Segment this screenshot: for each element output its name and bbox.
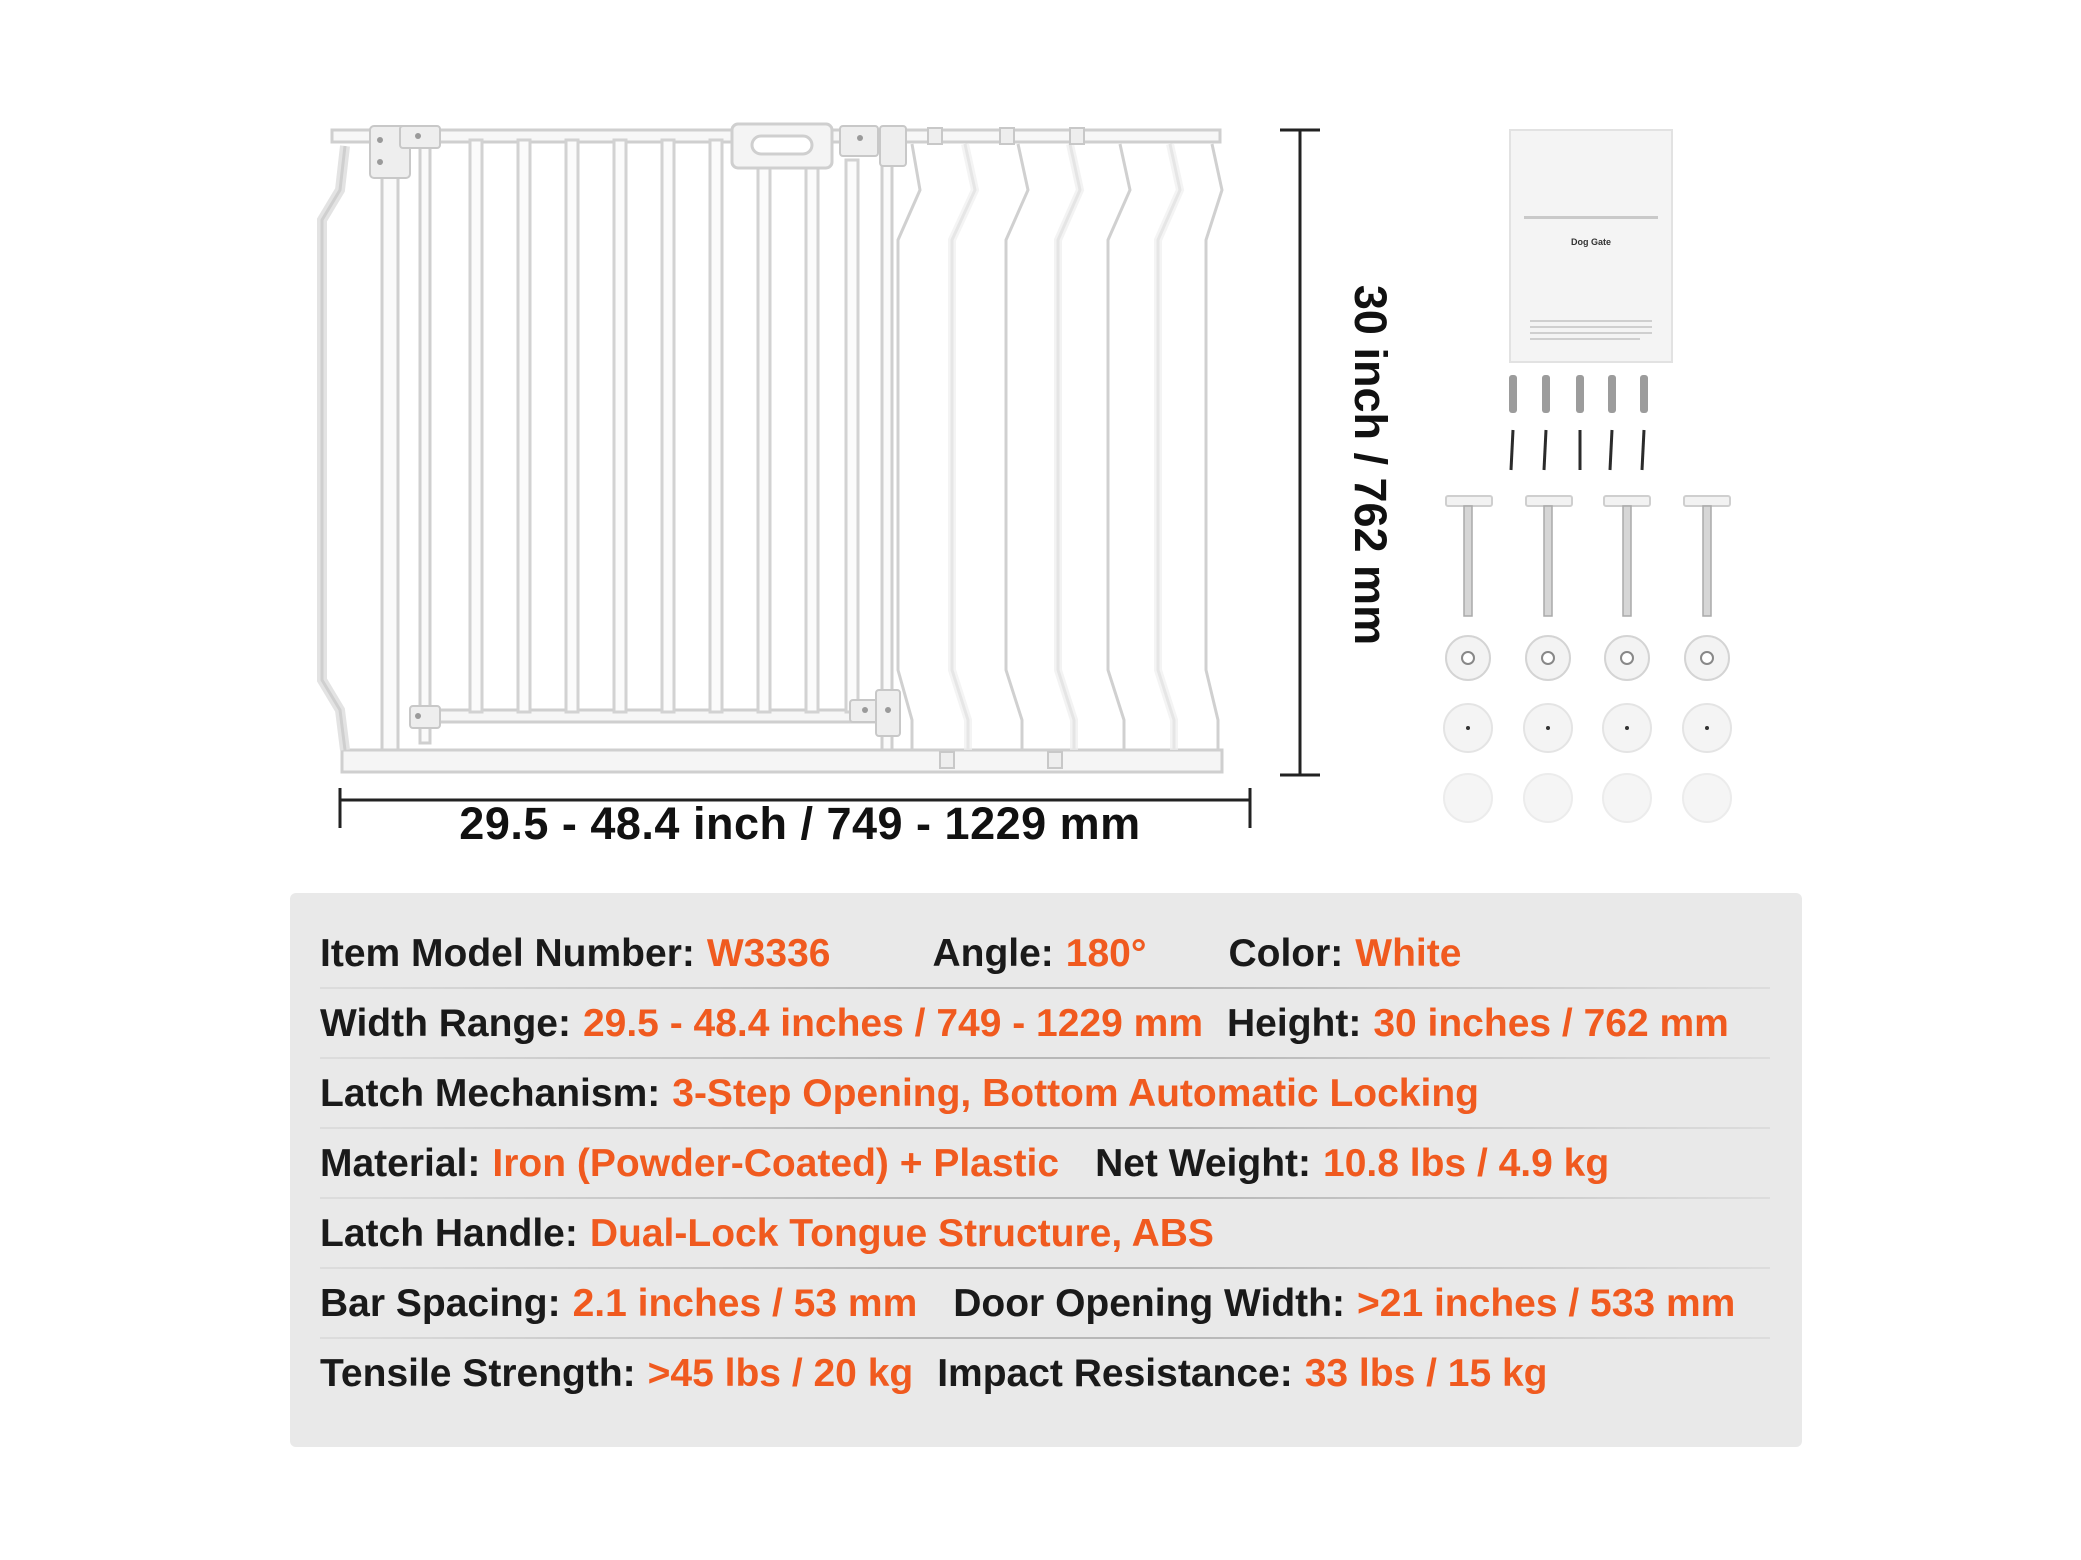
latch-mechanism-label: Latch Mechanism:: [320, 1072, 661, 1115]
latch-handle-label: Latch Handle:: [320, 1212, 578, 1255]
width-range-label: Width Range:: [320, 1002, 571, 1045]
angle-value: 180°: [1065, 932, 1147, 975]
bar-spacing-value: 2.1 inches / 53 mm: [572, 1282, 918, 1325]
color-label: Color:: [1228, 932, 1344, 975]
color-value: White: [1355, 932, 1462, 975]
adhesive-cups-icon: [1444, 774, 1731, 822]
spec-panel: [290, 893, 1802, 1447]
spec-row-material: [320, 1129, 1770, 1199]
bar-spacing-label: Bar Spacing:: [320, 1282, 561, 1325]
latch-handle-value: Dual-Lock Tongue Structure, ABS: [589, 1212, 1214, 1255]
lock-nuts-icon: [1446, 636, 1729, 680]
spec-row-strength: [320, 1339, 1770, 1409]
door-width-value: >21 inches / 533 mm: [1356, 1282, 1736, 1325]
model-value: W3336: [706, 932, 831, 975]
impact-resistance-value: 33 lbs / 15 kg: [1304, 1352, 1548, 1395]
height-value: 30 inches / 762 mm: [1373, 1002, 1729, 1045]
spec-row-model: [320, 919, 1770, 989]
wall-pads-icon: [1444, 704, 1731, 752]
gate-illustration: [300, 110, 1380, 890]
spindles-icon: [1446, 496, 1730, 616]
material-value: Iron (Powder-Coated) + Plastic: [492, 1142, 1060, 1185]
spec-row-bar-spacing: [320, 1269, 1770, 1339]
tensile-strength-value: >45 lbs / 20 kg: [647, 1352, 914, 1395]
net-weight-value: 10.8 lbs / 4.9 kg: [1323, 1142, 1610, 1185]
height-dimension-label: [1340, 275, 1400, 655]
material-label: Material:: [320, 1142, 481, 1185]
spec-row-latch-handle: [320, 1199, 1770, 1269]
width-dimension-label: 29.5 - 48.4 inch / 749 - 1229 mm: [459, 798, 1141, 849]
door-width-label: Door Opening Width:: [953, 1282, 1345, 1325]
tensile-strength-label: Tensile Strength:: [320, 1352, 636, 1395]
spec-row-latch-mechanism: [320, 1059, 1770, 1129]
latch-mechanism-value: 3-Step Opening, Bottom Automatic Locking: [672, 1072, 1479, 1115]
accessories-illustration: [1440, 120, 1760, 860]
model-label: Item Model Number:: [320, 932, 695, 975]
screws-icon: [1511, 430, 1644, 470]
angle-label: Angle:: [932, 932, 1054, 975]
net-weight-label: Net Weight:: [1095, 1142, 1312, 1185]
wall-anchors-icon: [1509, 375, 1648, 413]
width-range-value: 29.5 - 48.4 inches / 749 - 1229 mm: [582, 1002, 1203, 1045]
impact-resistance-label: Impact Resistance:: [937, 1352, 1293, 1395]
height-dimension-text: 30 inch / 762 mm: [1345, 284, 1396, 646]
spec-row-dimensions: [320, 989, 1770, 1059]
height-label: Height:: [1227, 1002, 1362, 1045]
manual-title: Dog Gate: [1570, 237, 1612, 247]
